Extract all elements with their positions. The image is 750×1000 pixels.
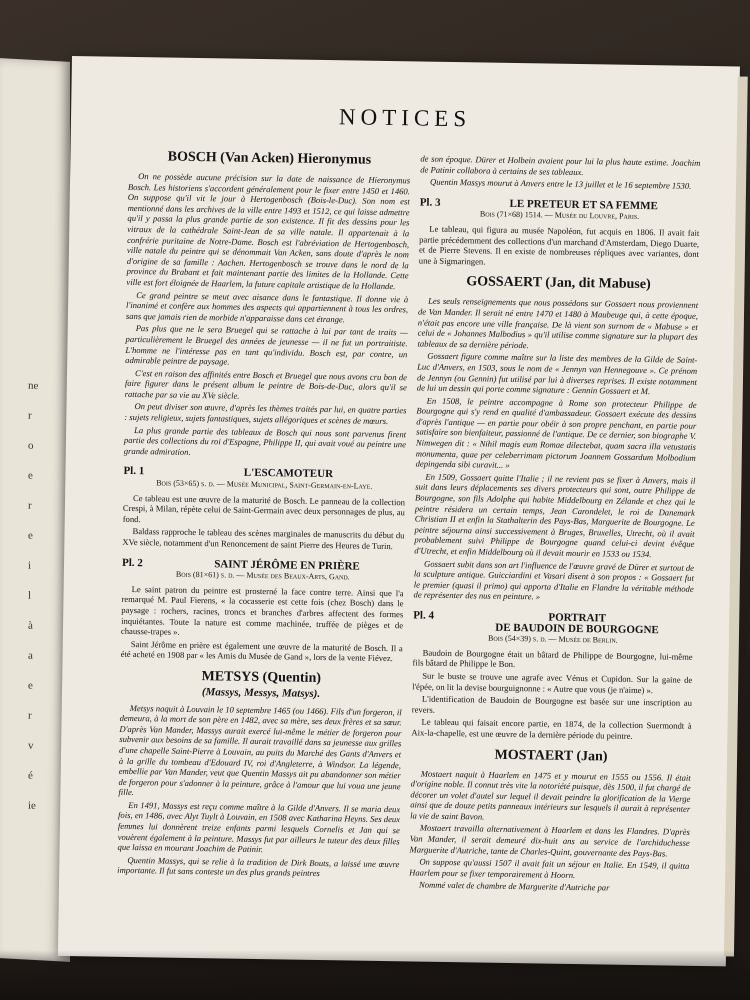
plate-title: LE PRETEUR ET SA FEMME bbox=[509, 197, 658, 213]
paragraph: Mostaert travailla alternativement à Haarlem et dans les Flandres. D'après Van Mander, il serait demeuré dix-huit ans au service de l'archiduchesse Marguerite d'Autriche, tante de Charles-Quint, gouvernante des Pays-Bas. bbox=[409, 823, 690, 859]
page-title: NOTICES bbox=[338, 104, 472, 132]
paragraph: de son époque. Dürer et Holbein avaient pour lui la plus haute estime. Joachim de Patinir collabora à certains de ses tableaux. bbox=[420, 153, 701, 177]
artist-subheading: (Massys, Messys, Matsys). bbox=[201, 686, 321, 700]
left-page-text-fragment: r bbox=[28, 709, 32, 722]
paragraph: Pas plus que ne le sera Bruegel qui se rattache à lui par tant de traits — particulièrement le Bruegel des années de jeunesse — il ne fut un portraitiste. L'homme ne l'intéresse pas en tant qu'individu. Bosch est, par contre, un admirable peintre de paysage. bbox=[125, 323, 408, 367]
paragraph: Le saint patron du peintre est prosterné la face contre terre. Ainsi que l'a remarqué M. Paul Fierens, « la cocasserie est cette fois (chez Bosch) dans le paysage : rochers, racines, troncs et branches d'arbres affectent des formes inquiétantes. Toute la nature est comme machinée, truffée de pièges et de chausse-trapes ». bbox=[120, 583, 404, 637]
paragraph: On suppose qu'aussi 1507 il avait fait un séjour en Italie. En 1549, il quitta Haarlem pour se fixer temporairement à Hoorn. bbox=[409, 856, 690, 880]
artist-heading-mostaert: MOSTAERT (Jan) bbox=[494, 747, 608, 764]
plate-meta: Bois (53×65) s. d. — Musée Municipal, Saint-Germain-en-Laye. bbox=[156, 478, 373, 491]
paragraph: En 1508, le peintre accompagne à Rome son protecteur Philippe de Bourgogne qui s'y rend en qualité d'ambassadeur. Gossaert exécute des dessins d'après l'antique — en partie pour obéir à son propre penchant, en partie pour satisfaire son bienfaiteur, passionné de l'antique. De ce dernier, son biographe V. Nimwegen dit : « Nihil magis eum Romae dilectebat, quam sacra illa vetustatis monumenta, quae per celeberrimam pictorum Joannem Gossardum Molbodium depingenda sibi curavit... » bbox=[415, 395, 697, 471]
paragraph: Ce tableau est une œuvre de la maturité de Bosch. Le panneau de la collection Crespi, à Milan, répète celui de Saint-Germain avec deux personnages de plus, au fond. bbox=[122, 492, 406, 524]
plate-number: Pl. 3 bbox=[419, 196, 441, 209]
plate-title-line1: PORTRAIT bbox=[548, 611, 607, 625]
paragraph: On ne possède aucune précision sur la date de naissance de Hieronymus Bosch. Les historiens s'accordent généralement pour le fixer entre 1450 et 1460. On suppose qu'il vit le jour à Hertogenbosch (Bois-le-Duc). Son nom est mentionné dans les archives de la ville entre 1493 et 1512, ce qui laisse admettre qu'il y passa la plus grande partie de son existence. Il fit des dessins pour les vitraux de la cathédrale Saint-Jean de sa ville natale. Il appartenait à la confrérie puritaine de Notre-Dame. Bosch est l'abréviation de Hertogenbosch, ville natale du peintre qui se dénommait Van Acken, sans doute d'après le nom d'origine de sa famille : Aachen. Hertogenbosch se trouve dans le nord de la province du Brabant et fait maintenant partie des limites de la Hollande. Cette ville est fort éloignée de Haarlem, la future capitale artistique de la Hollande. bbox=[126, 171, 411, 292]
plate-number: Pl. 1 bbox=[123, 465, 145, 478]
plate-title-line2: DE BAUDOIN DE BOURGOGNE bbox=[495, 621, 659, 636]
left-page-text-fragment: i bbox=[28, 559, 32, 572]
plate-heading-4 bbox=[413, 610, 693, 636]
paragraph: On peut diviser son œuvre, d'après les thèmes traités par lui, en quatre parties : sujets religieux, sujets fantastiques, sujets allégoriques et scènes de mœurs. bbox=[124, 401, 407, 427]
paragraph: En 1491, Massys est reçu comme maître à la Gilde d'Anvers. Il se maria deux fois, en 1486, avec Alyt Tuylt à Louvain, en 1508 avec Katharina Heyns. Ses deux femmes lui donnèrent treize enfants parmi lesquels Cornelis et Jan qui se vouèrent également à la peinture. Massys fut par ailleurs le tuteur des deux filles que laissa en mourant Joachim de Patinir. bbox=[117, 799, 401, 855]
left-page-text-fragment: l bbox=[28, 589, 32, 602]
bottom-shadow bbox=[0, 950, 750, 1000]
plate-title: SAINT JÉRÔME EN PRIÈRE bbox=[214, 557, 360, 573]
artist-heading-bosch: BOSCH (Van Acken) Hieronymus bbox=[167, 149, 372, 168]
paragraph: Baudoin de Bourgogne était un bâtard de Philippe de Bourgogne, lui-même fils bâtard de Philippe le Bon. bbox=[412, 647, 693, 670]
paragraph: La plus grande partie des tableaux de Bosch qui nous sont parvenus firent partie des collections du roi d'Espagne, Philippe II, qui avait voué au peintre une grande admiration. bbox=[123, 424, 407, 457]
paragraph: Gossaert figure comme maître sur la liste des membres de la Gilde de Saint-Luc d'Anvers, en 1503, sous le nom de « Jennyn van Hennegouve ». Ce prénom de Jennyn (ou Gennin) fut utilisé par lui à diverses reprises. Il existe notamment de lui un dessin qui porte comme signature : Gennin Gossaert et M. bbox=[416, 350, 698, 397]
left-page-text-fragment: r bbox=[28, 409, 32, 422]
plate-meta: Bois (54×39) s. d. — Musée de Berlin. bbox=[488, 633, 618, 645]
column-left bbox=[117, 149, 410, 882]
left-page-text-fragment: r bbox=[28, 499, 32, 512]
plate-number: Pl. 2 bbox=[121, 556, 143, 569]
left-page-text-fragment: à bbox=[28, 619, 33, 632]
paragraph: Le tableau, qui figura au musée Napoléon, fut acquis en 1806. Il avait fait partie précédemment des collections d'un marchand d'Amsterdam, Diego Duarte, et de Pierre Stevens. Il en existe de nombreuses répliques avec variantes, dont une à Sigmaringen. bbox=[418, 223, 700, 267]
paragraph: Sur le buste se trouve une agrafe avec Vénus et Cupidon. Sur la gaine de l'épée, on lit la devise bourguignonne : « Autre que vous (je n'aime) ». bbox=[412, 670, 693, 695]
plate-title bbox=[461, 611, 693, 636]
paragraph: Saint Jérôme en prière est également une œuvre de la maturité de Bosch. Il a été acheté en 1908 par « les Amis du Musée de Gand », lors de la vente Fiévez. bbox=[120, 638, 403, 664]
paragraph: Les seuls renseignements que nous possédons sur Gossaert nous proviennent de Van Mander. Il serait né entre 1470 et 1480 à Maubeuge qui, à cette époque, n'était pas encore une ville française. De là vient son surnom de « Mabuse » et celui de « Johannes Malbodius » qu'il utilise comme signature sur la plupart des tableaux de sa dernière période. bbox=[417, 295, 699, 350]
paragraph: C'est en raison des affinités entre Bosch et Bruegel que nous avons cru bon de faire figurer dans le présent album le peintre de Bois-de-Duc, alors qu'il se rattache par sa vie au XVe siècle. bbox=[124, 367, 408, 401]
artist-heading-metsys: METSYS (Quentin) bbox=[201, 669, 322, 686]
left-page-text-fragment: v bbox=[28, 739, 34, 752]
paragraph: Nommé valet de chambre de Marguerite d'Autriche par bbox=[418, 879, 610, 893]
plate-meta: Bois (71×68) 1514. — Musée du Louvre, Paris. bbox=[479, 209, 640, 222]
paragraph: Gossaert subit dans son art l'influence de l'œuvre gravé de Dürer et surtout de la sculpture antique. Guicciardini et Vasari disent à son propos : « Gossaert fut le premier (quasi il primo) qui apporta d'Italie en Flandre la véritable méthode de représenter des nus en peinture. » bbox=[413, 558, 695, 602]
paragraph: En 1509, Gossaert quitte l'Italie ; il ne revient pas se fixer à Anvers, mais il suit dans leurs déplacements ses divers protecteurs qui sont, outre Philippe de Bourgogne, son fils Adolphe qui habite Middelbourg en Zélande et chez qui le peintre résidera un certain temps, Jean Carondelet, le roi de Danemark Christian II et enfin la Stathalterin des Pays-Bas, Marguerite de Bourgogne. Le peintre séjourna ainsi successivement à Bruges, Bruxelles, Utrecht, où il avait probablement suivi Philippe de Bourgogne quand celui-ci devint évêque d'Utrecht, et enfin Middelbourg où il devait mourir en 1533 ou 1534. bbox=[414, 471, 696, 560]
left-page-text-fragment: ie bbox=[28, 799, 36, 813]
left-page-text-fragment: e bbox=[28, 529, 33, 542]
column-right bbox=[409, 153, 701, 896]
paragraph: Metsys naquit à Louvain le 10 septembre 1465 (ou 1466). Fils d'un forgeron, il demeura, à la mort de son père en 1482, avec sa mère, ses deux frères et sa sœur. D'après Van Mander, Massys aurait exercé lui-même le métier de forgeron pour subvenir aux besoins de sa famille. Il aurait travaillé dans sa jeunesse aux grilles d'une chapelle Saint-Pierre à Louvain, au puits du Marché des Gants d'Anvers et à la grille du tombeau d'Edouard IV, roi d'Angleterre, à Windsor. La légende, embellie par Van Mander, veut que Quentin Massys ait pu abandonner son métier de forgeron pour s'adonner à la peinture, grâce à l'amour que lui voua une jeune fille. bbox=[118, 702, 402, 798]
paragraph: L'identification de Baudoin de Bourgogne est basée sur une inscription au revers. bbox=[411, 693, 692, 715]
paragraph: Mostaert naquit à Haarlem en 1475 et y mourut en 1555 ou 1556. Il était d'origine noble. Il connut très vite la notoriété puisque, dès 1500, il fut chargé de décorer un volet d'autel sur lequel il devait peindre la glorification de la Vierge ainsi que de douze petits panneaux intérieurs sur lesquels il aurait à représenter la vie de saint Bavon. bbox=[410, 768, 691, 822]
left-page-text-fragment: é bbox=[28, 769, 33, 782]
paragraph: Quentin Massys mourut à Anvers entre le 13 juillet et le 16 septembre 1530. bbox=[429, 176, 692, 191]
left-page-text-fragment: a bbox=[28, 649, 33, 662]
paragraph: Baldass rapproche le tableau des scènes marginales de manuscrits du début du XVe siècle, notamment d'un Renoncement de saint Pierre des Heures de Turin. bbox=[122, 526, 405, 552]
left-page-text-fragment: e bbox=[28, 679, 33, 692]
paragraph: Le tableau qui faisait encore partie, en 1874, de la collection Suermondt à Aix-la-chapelle, est une œuvre de la dernière période du peintre. bbox=[411, 716, 692, 741]
plate-number: Pl. 4 bbox=[413, 609, 435, 622]
document-page bbox=[58, 56, 740, 966]
paragraph: Quentin Massys, qui se relie à la tradition de Dirk Bouts, a laissé une œuvre importante. Il fut sans conteste un des plus grands peintres bbox=[117, 854, 400, 879]
plate-meta: Bois (81×61) s. d. — Musée des Beaux-Arts, Gand. bbox=[175, 569, 350, 582]
artist-heading-gossaert: GOSSAERT (Jan, dit Mabuse) bbox=[466, 274, 651, 293]
left-page-text-fragment: ne bbox=[28, 379, 39, 393]
left-page-text-fragment: e bbox=[28, 469, 33, 482]
plate-title: L'ESCAMOTEUR bbox=[243, 467, 334, 481]
paragraph: Ce grand peintre se meut avec aisance dans le fantastique. Il donne vie à l'inanimé et confère aux hommes des aspects qui appartiennent à tous les ordres, sans que jamais rien de morbide n'apparaisse dans cet étrange. bbox=[125, 289, 409, 325]
left-page-text-fragment: o bbox=[28, 439, 34, 452]
